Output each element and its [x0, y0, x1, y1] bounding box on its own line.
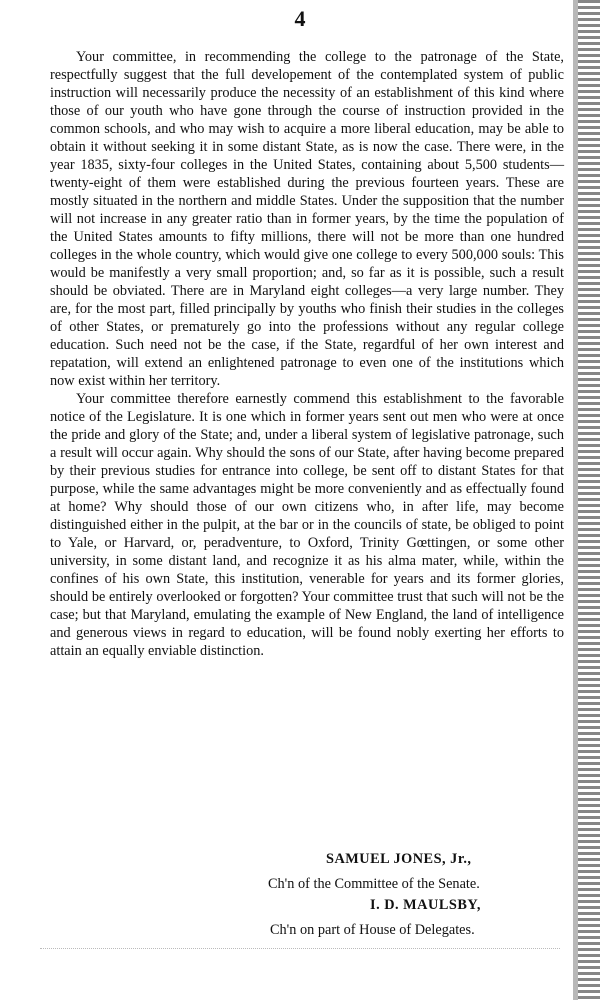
house-signatory-name: I. D. MAULSBY,: [370, 897, 481, 913]
page-edge-strip: [578, 0, 600, 1000]
page-bottom-rule: [40, 948, 560, 949]
report-body: [50, 48, 564, 660]
senate-signatory-title: Ch'n of the Committee of the Senate.: [268, 876, 480, 892]
senate-signatory-name: SAMUEL JONES, Jr.,: [326, 851, 472, 867]
paragraph-college-patronage: Your committee, in recommending the college to the patronage of the State, respectfully suggest that the full developement of the contemplated system of public instruction will necessarily produce the necessity of an establishment of this kind where those of our youth who have gone through the course of instruction provided in the common schools, and who may wish to acquire a more liberal education, may be able to obtain it without seeking it in some distant State, as is now the case. There were, in the year 1835, sixty-four colleges in the United States, containing about 5,500 students—twenty-eight of them were established during the previous fourteen years. These are mostly situated in the northern and middle States. Under the supposition that the number will not increase in any greater ratio than in former years, by the time the population of the United States amounts to fifty millions, there will not be more than one hundred colleges in the whole country, which would give one college to every 500,000 souls: This would be manifestly a very small proportion; and, so far as it is possible, such a result should be obviated. There are in Maryland eight colleges—a very large number. They are, for the most part, filled principally by youths who finish their studies in the colleges of other States, or prematurely go into the professions without any regular college education. Such need not be the case, if the State, regardful of her own interest and repatation, will extend an enlightened patronage to even one of the institutions which now exist within her territory.: [50, 49, 564, 389]
page-number: 4: [294, 6, 306, 31]
house-signatory-title: Ch'n on part of House of Delegates.: [270, 922, 475, 938]
paragraph-commend-establishment: Your committee therefore earnestly commend this establishment to the favorable notice of the Legislature. It is one which in former years sent out men who were at once the pride and glory of the State; and, under a liberal system of legislative patronage, such a result will occur again. Why should the sons of our State, after having become prepared by their previous studies for entrance into college, be sent off to distant States for that purpose, while the same advantages might be more conveniently and as effectually found at home? Why should those of our own citizens who, in after life, may become distinguished either in the pulpit, at the bar or in the councils of state, be obliged to point to Yale, or Harvard, or, peradventure, to Oxford, Trinity Gœttingen, or some other university, in some distant land, and recognize it as his alma mater, while, within the confines of his own State, this institution, venerable for years and its former glories, should be entirely overlooked or forgotten? Your committee trust that such will not be the case; but that Maryland, emulating the example of New England, the land of intelligence and generous views in regard to education, will be found nobly exerting her efforts to attain an equally enviable distinction.: [50, 391, 564, 659]
